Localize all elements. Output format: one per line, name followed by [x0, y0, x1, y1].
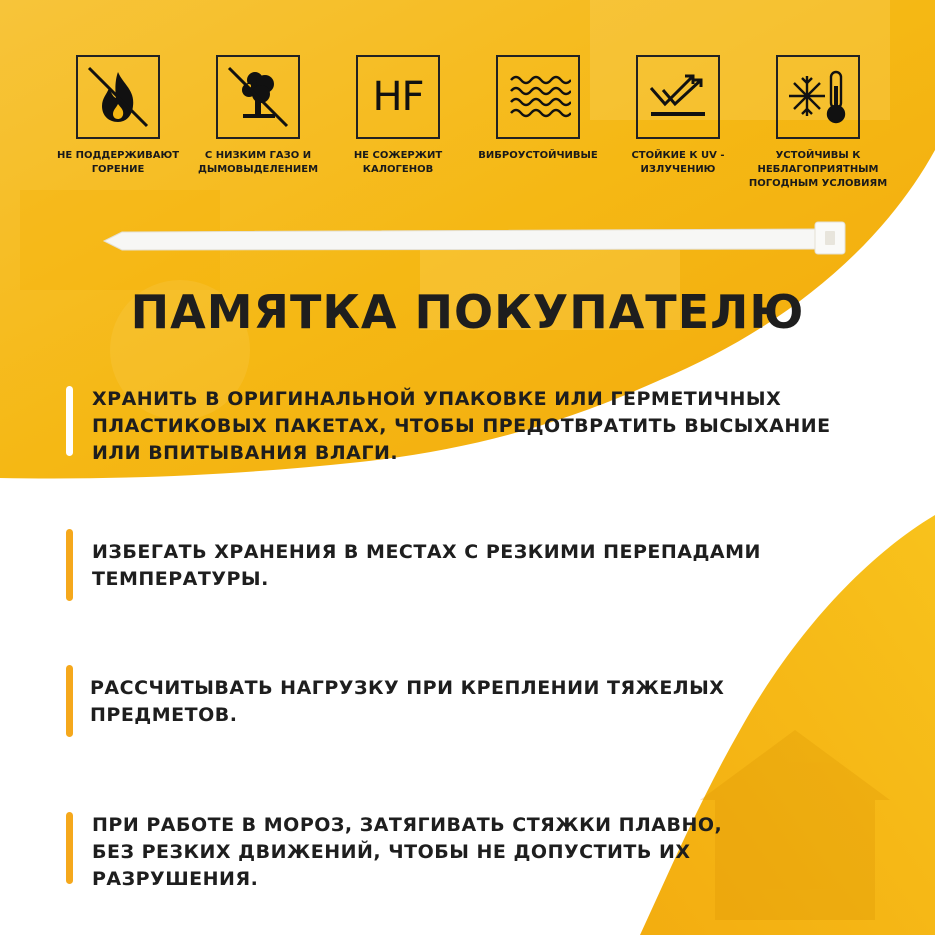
icon-frame [216, 55, 300, 139]
note-bar [66, 386, 73, 456]
feature-label: НЕ ПОДДЕРЖИВАЮТ ГОРЕНИЕ [56, 150, 180, 175]
icon-frame [496, 55, 580, 139]
no-smoke-icon [225, 64, 291, 130]
note-bar [66, 529, 73, 601]
note-bar [66, 812, 73, 884]
note-text: ПРИ РАБОТЕ В МОРОЗ, ЗАТЯГИВАТЬ СТЯЖКИ ПЛАВНО, БЕЗ РЕЗКИХ ДВИЖЕНИЙ, ЧТОБЫ НЕ ДОПУСТИТЬ ИХ РАЗРУШЕНИЯ. [92, 814, 723, 890]
feature-label: УСТОЙЧИВЫ К НЕБЛАГОПРИЯТНЫМ ПОГОДНЫМ УСЛОВИЯМ [748, 150, 888, 189]
vibration-waves-icon [505, 64, 571, 130]
feature-vibration [468, 55, 608, 163]
hf-icon: HF [372, 74, 424, 120]
feature-no-fire [48, 55, 188, 177]
feature-low-smoke [188, 55, 328, 177]
note-text: ИЗБЕГАТЬ ХРАНЕНИЯ В МЕСТАХ С РЕЗКИМИ ПЕРЕПАДАМИ ТЕМПЕРАТУРЫ. [92, 541, 761, 590]
feature-label: НЕ СОЖЕРЖИТ КАЛОГЕНОВ [353, 150, 443, 175]
feature-halogen-free [328, 55, 468, 177]
feature-label: ВИБРОУСТОЙЧИВЫЕ [478, 150, 598, 161]
frost-thermometer-icon [785, 64, 851, 130]
note-bar [66, 665, 73, 737]
page-title: ПАМЯТКА ПОКУПАТЕЛЮ [130, 285, 805, 339]
icon-frame [636, 55, 720, 139]
note-text: ХРАНИТЬ В ОРИГИНАЛЬНОЙ УПАКОВКЕ ИЛИ ГЕРМЕТИЧНЫХ ПЛАСТИКОВЫХ ПАКЕТАХ, ЧТОБЫ ПРЕДОТВРАТИТЬ ВЫСЫХАНИЕ ИЛИ ВПИТЫВАНИЯ ВЛАГИ. [92, 388, 831, 464]
icon-frame [76, 55, 160, 139]
feature-uv [608, 55, 748, 177]
uv-resistant-icon [645, 64, 711, 130]
note-text: РАССЧИТЫВАТЬ НАГРУЗКУ ПРИ КРЕПЛЕНИИ ТЯЖЕЛЫХ ПРЕДМЕТОВ. [90, 677, 725, 726]
feature-label: СТОЙКИЕ К UV - ИЗЛУЧЕНИЮ [631, 150, 725, 175]
icon-frame [356, 55, 440, 139]
feature-weather [748, 55, 888, 191]
icon-frame [776, 55, 860, 139]
feature-label: С НИЗКИМ ГАЗО И ДЫМОВЫДЕЛЕНИЕМ [197, 150, 319, 175]
no-fire-icon [85, 64, 151, 130]
